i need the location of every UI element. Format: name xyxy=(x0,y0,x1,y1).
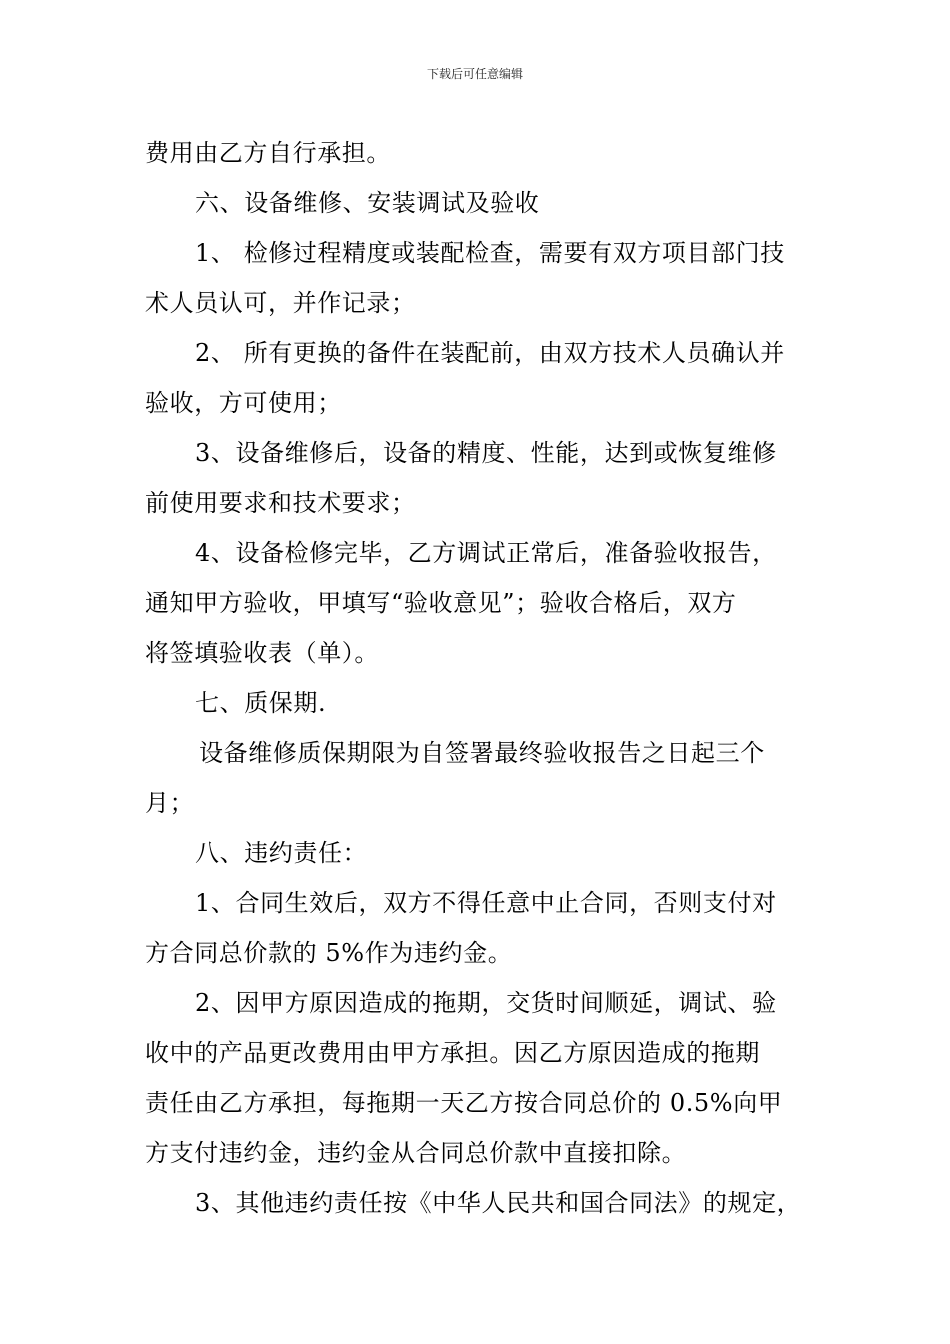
section-heading: 八、违约责任： xyxy=(195,839,368,867)
text-line: 3、其他违约责任按《中华人民共和国合同法》的规定， xyxy=(195,1189,802,1217)
text-line: 1、合同生效后，双方不得任意中止合同，否则支付对 xyxy=(195,889,777,917)
text-line: 方合同总价款的 5%作为违约金。 xyxy=(145,939,513,967)
text-line: 2、 所有更换的备件在装配前，由双方技术人员确认并 xyxy=(195,339,785,367)
section-heading: 六、设备维修、安装调试及验收 xyxy=(195,189,540,217)
text-line: 验收，方可使用； xyxy=(145,389,342,417)
text-line: 费用由乙方自行承担。 xyxy=(145,139,391,167)
text-line: 1、 检修过程精度或装配检查，需要有双方项目部门技 xyxy=(195,239,785,267)
text-line: 前使用要求和技术要求； xyxy=(145,489,416,517)
text-line: 4、设备检修完毕，乙方调试正常后，准备验收报告， xyxy=(195,539,777,567)
text-line: 方支付违约金，违约金从合同总价款中直接扣除。 xyxy=(145,1139,687,1167)
document-body xyxy=(145,128,813,1228)
text-line: 3、设备维修后，设备的精度、性能，达到或恢复维修 xyxy=(195,439,777,467)
text-line: 2、因甲方原因造成的拖期，交货时间顺延，调试、验 xyxy=(195,989,777,1017)
page-header: 下载后可任意编辑 xyxy=(426,67,523,81)
text-line: 责任由乙方承担，每拖期一天乙方按合同总价的 0.5%向甲 xyxy=(145,1089,783,1117)
text-line: 收中的产品更改费用由甲方承担。因乙方原因造成的拖期 xyxy=(145,1039,760,1067)
text-line: 术人员认可，并作记录； xyxy=(145,289,416,317)
text-line: 将签填验收表（单）。 xyxy=(145,639,379,667)
text-line: 设备维修质保期限为自签署最终验收报告之日起三个 xyxy=(199,739,765,767)
text-line: 通知甲方验收，甲填写“验收意见”；验收合格后，双方 xyxy=(145,589,737,617)
text-line: 月； xyxy=(145,789,195,817)
section-heading: 七、质保期. xyxy=(195,689,327,717)
